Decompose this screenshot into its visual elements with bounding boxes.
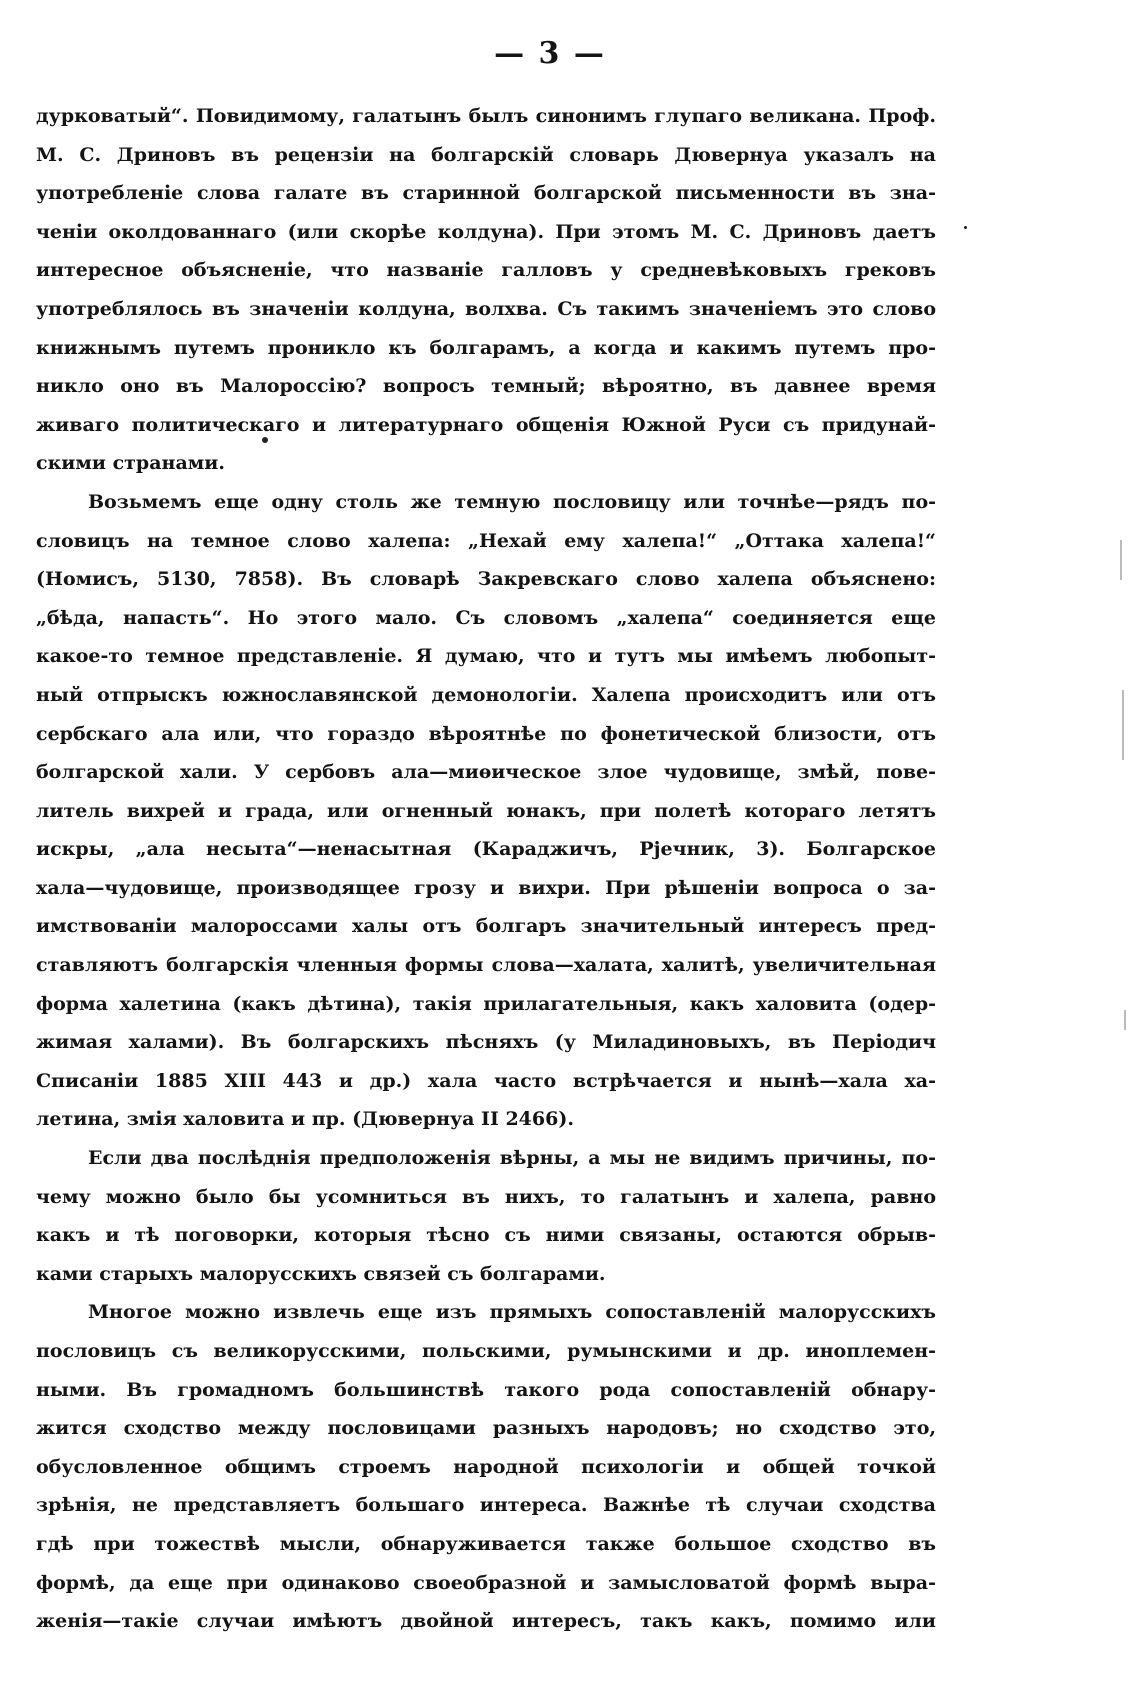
text-line: (Номисъ, 5130, 7858). Въ словарѣ Закревскаго слово халепа объяснено: [36, 568, 936, 591]
text-line: жимая халами). Въ болгарскихъ пѣсняхъ (у Миладиновыхъ, въ Періодич [36, 1031, 936, 1054]
text-line: форма халетина (какъ дѣтина), такія прилагательныя, какъ халовита (одер- [36, 992, 936, 1015]
scan-edge-mark [1124, 1010, 1126, 1030]
text-line: какъ и тѣ поговорки, которыя тѣсно съ ними связаны, остаются обрыв- [36, 1224, 936, 1247]
text-line: ными. Въ громадномъ большинствѣ такого рода сопоставленій обнару- [36, 1378, 936, 1401]
text-line: чему можно было бы усомниться въ нихъ, то галатынъ и халепа, равно [36, 1185, 936, 1208]
text-line: искры, „ала несыта“—ненасытная (Караджичъ, Рјечник, 3). Болгарское [36, 838, 936, 861]
text-line: какое-то темное представленіе. Я думаю, что и тутъ мы имѣемъ любопыт- [36, 645, 936, 668]
text-line: дурковатый“. Повидимому, галатынъ былъ синонимъ глупаго великана. Проф. [36, 105, 936, 127]
scan-edge-mark [1120, 540, 1122, 580]
text-line: М. С. Дриновъ въ рецензіи на болгарскій словарь Дювернуа указалъ на [36, 143, 936, 166]
text-line: формѣ, да еще при одинаково своеобразной и замысловатой формѣ выра- [36, 1571, 936, 1594]
text-line: хала—чудовище, производящее грозу и вихри. При рѣшеніи вопроса о за- [36, 876, 936, 899]
text-line: ченіи околдованнаго (или скорѣе колдуна). При этомъ М. С. Дриновъ даетъ [36, 220, 936, 243]
page-number: — 3 — [494, 36, 606, 71]
text-line: ками старыхъ малорусскихъ связей съ болгарами. [36, 1262, 606, 1285]
text-line: употребленіе слова галате въ старинной болгарской письменности въ зна- [36, 182, 936, 205]
text-line: ставляютъ болгарскія членныя формы слова—халата, халитѣ, увеличительная [36, 954, 936, 977]
text-line: Списаніи 1885 XIII 443 и др.) хала часто встрѣчается и нынѣ—хала ха- [36, 1069, 936, 1092]
text-line: гдѣ при тожествѣ мысли, обнаруживается также большое сходство въ [36, 1532, 936, 1555]
text-line: жится сходство между пословицами разныхъ народовъ; но сходство это, [36, 1417, 936, 1440]
text-line: интересное объясненіе, что названіе галловъ у средневѣковыхъ грековъ [36, 259, 936, 282]
scan-edge-mark [1122, 690, 1124, 760]
text-line: сербскаго ала или, что гораздо вѣроятнѣе по фонетической близости, отъ [36, 722, 936, 745]
text-line: литель вихрей и града, или огненный юнакъ, при полетѣ котораго летятъ [36, 799, 936, 822]
text-line: книжнымъ путемъ проникло къ болгарамъ, а когда и какимъ путемъ про- [36, 336, 936, 359]
text-line: болгарской хали. У сербовъ ала—миѳическое злое чудовище, змѣй, пове- [36, 761, 936, 784]
text-line: ный отпрыскъ южнославянской демонологіи. Халепа происходитъ или отъ [36, 683, 936, 706]
text-line: живаго политическаго и литературнаго общенія Южной Руси съ придунай- [36, 413, 936, 436]
paragraph-first-line: Если два послѣднія предположенія вѣрны, а мы не видимъ причины, по- [88, 1147, 936, 1170]
paragraph-first-line: Многое можно извлечь еще изъ прямыхъ сопоставленій малорусскихъ [88, 1301, 936, 1324]
text-line: „бѣда, напасть“. Но этого мало. Съ словомъ „халепа“ соединяется еще [36, 606, 936, 629]
text-line: употреблялось въ значеніи колдуна, волхва. Съ такимъ значеніемъ это слово [36, 297, 936, 320]
text-line: словицъ на темное слово халепа: „Нехай ему халепа!“ „Оттака халепа!“ [36, 529, 936, 552]
text-line: имствованіи малороссами халы отъ болгаръ значительный интересъ пред- [36, 915, 936, 938]
paragraph-first-line: Возьмемъ еще одну столь же темную пословицу или точнѣе—рядъ по- [88, 490, 936, 513]
stray-ink-dot [964, 226, 967, 229]
text-line: обусловленное общимъ строемъ народной психологіи и общей точкой [36, 1455, 936, 1478]
text-line: летина, змія халовита и пр. (Дювернуа II 2466). [36, 1108, 574, 1131]
text-line: никло оно въ Малороссію? вопросъ темный; вѣроятно, въ давнее время [36, 375, 936, 398]
text-line: женія—такіе случаи имѣютъ двойной интересъ, такъ какъ, помимо или [36, 1610, 936, 1633]
text-line: скими странами. [36, 452, 225, 475]
stray-ink-dot [262, 437, 268, 443]
body-text [36, 97, 936, 1641]
text-line: зрѣнія, не представляетъ большаго интереса. Важнѣе тѣ случаи сходства [36, 1494, 936, 1517]
text-line: пословицъ съ великорусскими, польскими, румынскими и др. иноплемен- [36, 1340, 936, 1362]
